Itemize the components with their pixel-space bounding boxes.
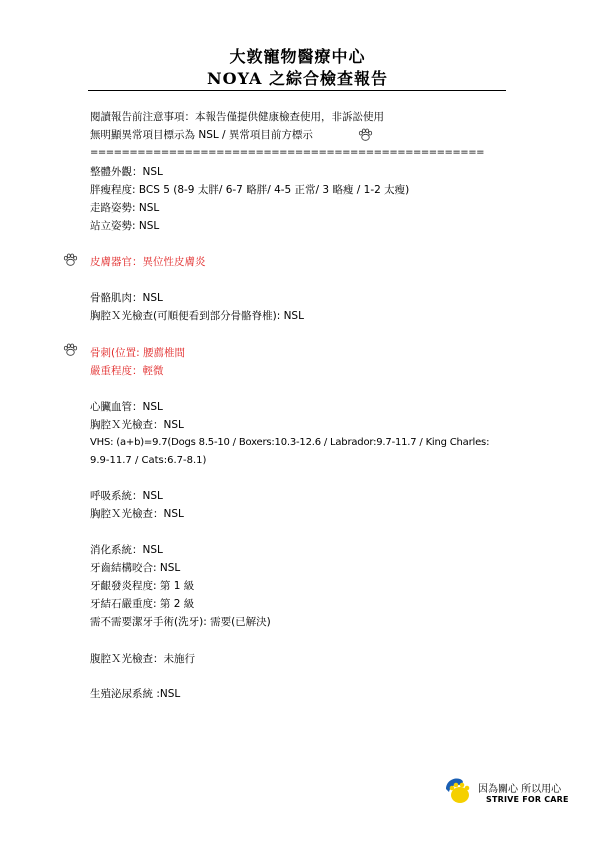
- notice-line-2: 無明顯異常項目標示為 NSL / 異常項目前方標示: [90, 129, 313, 141]
- gait-line: 走路姿勢: NSL: [90, 202, 160, 214]
- thoracic-xray-skeletal-line: 胸腔Ｘ光檢查(可順便看到部分骨骼脊椎): NSL: [90, 310, 304, 322]
- notice-line-1: 閱讀報告前注意事項：本報告僅提供健康檢查使用，非訴訟使用: [90, 111, 384, 123]
- bone-spur-finding: 骨刺(位置: 腰薦椎間: [90, 347, 185, 359]
- paw-print-icon: [63, 343, 78, 357]
- severity-finding: 嚴重程度：輕微: [90, 365, 164, 377]
- digestive-line: 消化系統：NSL: [90, 544, 163, 556]
- separator: ==================================================: [90, 147, 484, 158]
- footer-slogan-zh: 因為關心 所以用心: [478, 784, 562, 795]
- respiratory-line: 呼吸系統：NSL: [90, 490, 163, 502]
- paw-print-icon: [358, 128, 373, 142]
- vhs-line-1: VHS: (a+b)=9.7(Dogs 8.5-10 / Boxers:10.3-12.6 / Labrador:9.7-11.7 / King Charles:: [90, 437, 490, 448]
- footer-slogan-en: STRIVE FOR CARE: [486, 795, 569, 804]
- thoracic-xray-cardio-line: 胸腔Ｘ光檢查：NSL: [90, 419, 184, 431]
- dental-cleaning-line: 需不需要潔牙手術(洗牙): 需要(已解決): [90, 616, 271, 628]
- thoracic-xray-respiratory-line: 胸腔Ｘ光檢查：NSL: [90, 508, 184, 520]
- report-title: NOYA 之綜合檢查報告: [207, 69, 388, 88]
- stance-line: 站立姿勢: NSL: [90, 220, 160, 232]
- dental-bite-line: 牙齒結構咬合: NSL: [90, 562, 181, 574]
- musculoskeletal-line: 骨骼肌肉：NSL: [90, 292, 163, 304]
- vhs-line-2: 9.9-11.7 / Cats:6.7-8.1): [90, 455, 207, 466]
- clinic-name: 大敦寵物醫療中心: [229, 47, 366, 66]
- skin-finding: 皮膚器官：異位性皮膚炎: [90, 256, 206, 268]
- cardio-line: 心臟血管：NSL: [90, 401, 163, 413]
- tartar-line: 牙結石嚴重度: 第 2 級: [90, 598, 195, 610]
- appearance-line: 整體外觀：NSL: [90, 166, 163, 178]
- gingivitis-line: 牙齦發炎程度: 第 1 級: [90, 580, 195, 592]
- body-condition-line: 胖瘦程度: BCS 5 (8-9 太胖/ 6-7 略胖/ 4-5 正常/ 3 略瘦 / 1-2 太瘦): [90, 184, 410, 196]
- clinic-logo-icon: [443, 776, 473, 806]
- paw-print-icon: [63, 253, 78, 267]
- title-divider: [88, 90, 506, 91]
- abdominal-xray-line: 腹腔Ｘ光檢查：未施行: [90, 653, 195, 665]
- urogenital-line: 生殖泌尿系統 :NSL: [90, 688, 181, 700]
